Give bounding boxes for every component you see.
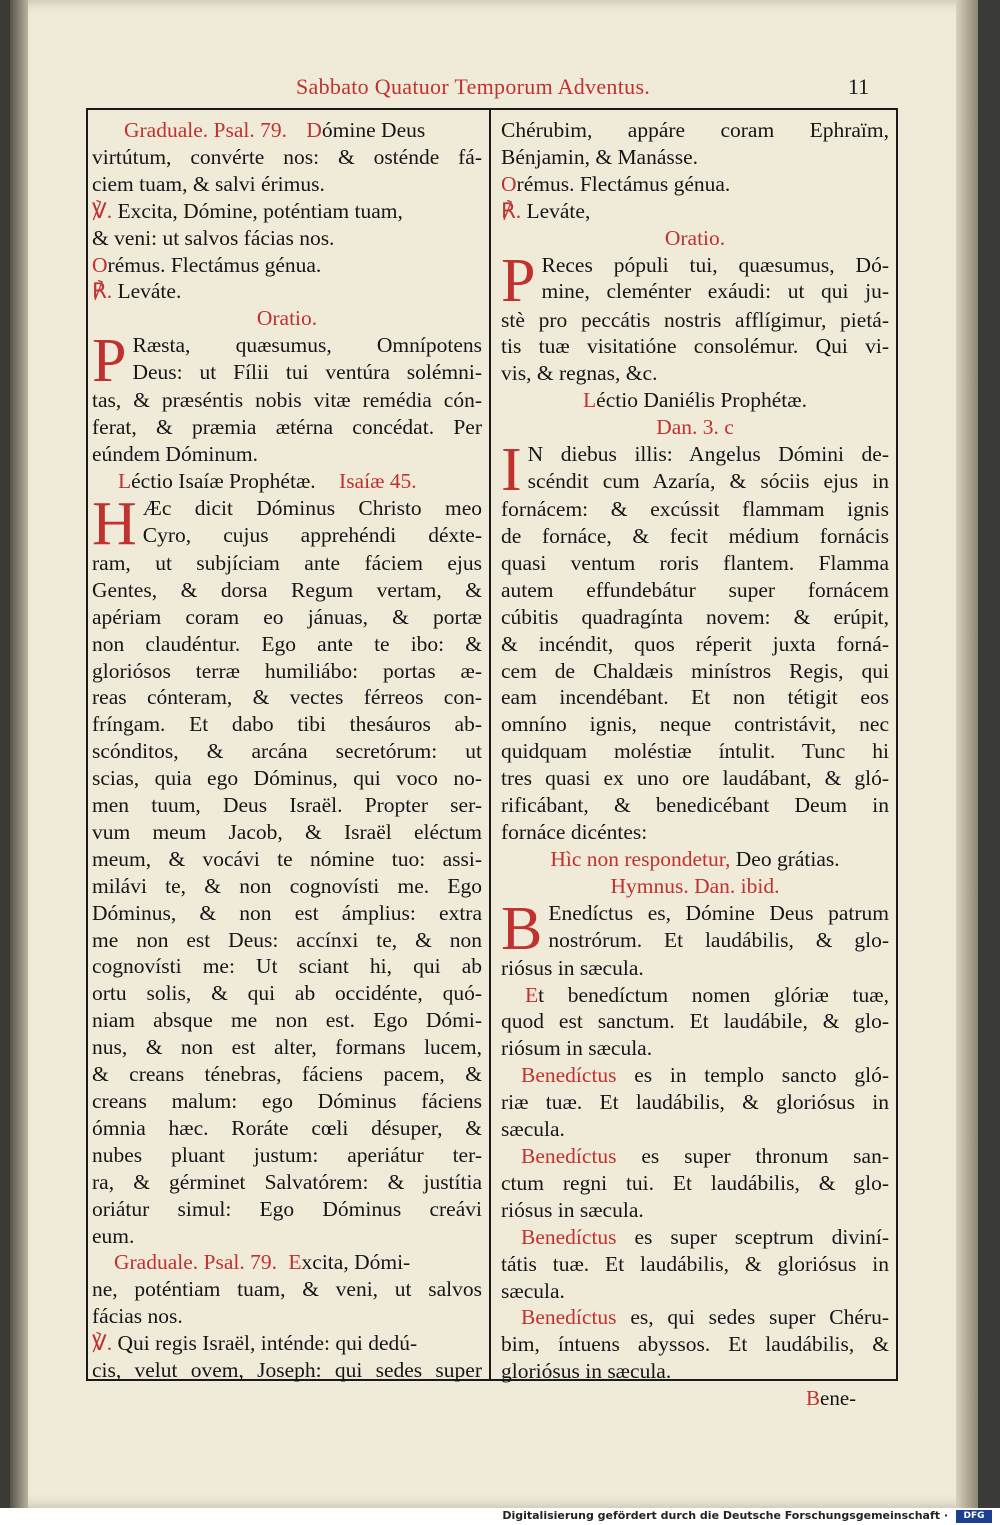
text-line: nubes pluant justum: aperiátur ter- [92, 1142, 482, 1167]
oratio-paragraph [92, 327, 482, 468]
text-line: reas cónteram, & vectes férreos con- [92, 685, 482, 710]
center-rule [489, 108, 491, 1380]
text-line: cognovísti me: Ut sciant hi, qui ab [92, 954, 482, 979]
response-icon: ℟. [92, 279, 113, 304]
hymnus-paragraph [501, 894, 889, 982]
text-line: eúndem Dóminum. [92, 442, 259, 467]
verse-line [501, 1062, 889, 1089]
text-line: men tuum, Deus Israël. Propter ser- [92, 793, 482, 818]
text-line: & creans ténebras, fáciens pacem, & [92, 1062, 482, 1087]
lectio-reference: Isaíæ 45. [339, 468, 417, 493]
text-line: autem effundebátur super fornácem [501, 577, 889, 602]
text-line: eam incendébant. Et non tétigit eos [501, 685, 889, 710]
right-column [501, 117, 889, 1385]
graduale-text: xcita, Dómi- [301, 1250, 411, 1275]
text-line: Cyro, cujus apprehéndi déxte- [142, 522, 482, 547]
text-line: fornáce dicéntes: [501, 819, 648, 844]
oratio-paragraph [501, 246, 889, 388]
catchword-text: ene- [820, 1386, 857, 1410]
text-line: ómnia hæc. Roráte cœli désuper, & [92, 1115, 482, 1140]
initial-o: O [92, 252, 108, 277]
text-line: nostrórum. Et laudábilis, & glo- [548, 927, 889, 952]
rubric-line [501, 846, 889, 873]
dfg-logo-icon: DFG [956, 1510, 992, 1523]
rubric-text: Hìc non respondetur, [550, 846, 731, 871]
drop-cap-p: P [501, 246, 536, 315]
verse-text: es in templo sancto gló- [616, 1063, 889, 1088]
initial-o: O [501, 171, 517, 196]
response-text: Leváte. [117, 279, 182, 304]
text-line: meum, & vocávi te nómine tuo: assi- [92, 846, 482, 871]
text-line: Æc dicit Dóminus Christo meo [142, 495, 482, 520]
text-line: ortu solis, & qui ab occidénte, quó- [92, 981, 482, 1006]
initial-d: D [306, 118, 322, 142]
oremus-text: rémus. Flectámus génua. [516, 171, 731, 196]
lectio-paragraph [92, 489, 482, 1250]
text-line: ra, & gérminet Salvatórem: & justítia [92, 1169, 482, 1194]
verse-line [501, 982, 889, 1009]
text-line: Enedíctus es, Dómine Deus patrum [548, 900, 889, 925]
graduale-label: Graduale. Psal. 79. [124, 118, 288, 142]
verse-text: es super sceptrum diviní- [616, 1224, 889, 1249]
text-line: scias, quia ego Dóminus, qui voco no- [92, 766, 482, 791]
oremus-line [92, 252, 482, 279]
text-line: eum. [92, 1223, 135, 1248]
lectio-paragraph [501, 436, 889, 846]
text-line: scónditos, & arcána secretórum: ut [92, 739, 482, 764]
graduale-heading [92, 117, 482, 144]
text-line: cem de Chaldæis minístros Regis, qui [501, 658, 889, 683]
text-line: N diebus illis: Angelus Dómini de- [527, 442, 889, 467]
text-line: niam absque me non est. Ego Dómi- [92, 1008, 482, 1033]
text-line: tas, & præséntis nobis vitæ remédia cón- [92, 388, 482, 413]
drop-cap-i: I [501, 436, 522, 505]
text-line: creans malum: ego Dóminus fáciens [92, 1089, 482, 1113]
response-line [92, 278, 482, 305]
verse-text: es super thronum san- [616, 1144, 889, 1168]
text-line: Chérubim, appáre coram Ephraïm, [501, 118, 889, 142]
text-line: fríngam. Et dabo tibi thesáuros ab- [92, 712, 482, 737]
text-line: cúbitis quadragínta novem: & erúpit, [501, 604, 889, 629]
left-rule [86, 108, 88, 1380]
text-line: non claudéntur. Ego ante te ibo: & [92, 631, 482, 656]
text-line: quasi ventum roris flantem. Flamma [501, 550, 889, 575]
text-line: cis, velut ovem, Joseph: qui sedes super [92, 1358, 482, 1383]
initial-e: E [288, 1250, 302, 1275]
initial-l: L [583, 388, 597, 413]
lectio-title: éctio Isaíæ Prophétæ. [131, 468, 316, 493]
versicle-line [92, 198, 482, 225]
text-line: Reces pópuli tui, quæsumus, Dó- [541, 252, 889, 277]
oratio-heading: Oratio. [664, 225, 726, 250]
text-line: ne, poténtiam tuam, & veni, ut salvos [92, 1277, 482, 1302]
initial-l: L [118, 468, 132, 493]
text-line: & incéndit, quos réperit juxta forná- [501, 631, 889, 656]
text-line: vis, & regnas, &c. [501, 361, 658, 386]
hymnus-heading: Hymnus. Dan. ibid. [610, 873, 780, 898]
text-line: Gentes, & dorsa Regum vertam, & [92, 577, 482, 602]
benedictus-label: Benedíctus [521, 1305, 617, 1330]
book-spine-shadow [10, 0, 28, 1508]
graduale-heading-2 [92, 1249, 482, 1276]
verse-line [501, 1224, 889, 1251]
graduale-text: ómine Deus [321, 118, 426, 142]
text-line: riæ tuæ. Et laudábilis, & gloriósus in [501, 1090, 889, 1115]
text-line: & veni: ut salvos fácias nos. [92, 225, 335, 250]
text-line: gloriósos terræ humiliábo: portas æ- [92, 658, 482, 683]
catchword-initial: B [806, 1386, 821, 1410]
benedictus-label: Benedíctus [521, 1224, 617, 1249]
versicle-text: Excita, Dómine, poténtiam tuam, [117, 198, 403, 223]
text-line: Bénjamin, & Manásse. [501, 144, 699, 169]
text-line: ciem tuam, & salvi érimus. [92, 171, 325, 196]
versicle-line [92, 1330, 482, 1357]
benedictus-label: Benedíctus [521, 1063, 617, 1088]
text-line: fácias nos. [92, 1304, 183, 1329]
verse-line [501, 1143, 889, 1170]
text-line: scéndit cum Azaría, & sóciis ejus in [527, 468, 889, 493]
top-rule [86, 108, 898, 110]
verse-line [501, 1304, 889, 1331]
text-line: Ræsta, quæsumus, Omnípotens [132, 333, 482, 358]
versicle-text: Qui regis Israël, inténde: qui dedú- [117, 1331, 418, 1356]
text-line: oriátur simul: Ego Dóminus creávi [92, 1196, 482, 1221]
text-line: nus, & non est alter, formans lucem, [92, 1035, 482, 1060]
text-line: Deus: ut Fílii tui ventúra solémni- [132, 360, 482, 385]
rubric-response: Deo grátias. [735, 846, 840, 871]
text-line: tres quasi ex uno ore laudábant, & gló- [501, 766, 889, 791]
text-line: quod est sanctum. Et laudábile, & glo- [501, 1009, 889, 1034]
text-line: ctum regni tui. Et laudábilis, & glo- [501, 1170, 889, 1195]
page-number: 11 [848, 74, 870, 99]
catchword [806, 1386, 856, 1411]
text-line: fornácem: & excússit flammam ignis [501, 497, 889, 522]
funding-notice: Digitalisierung gefördert durch die Deutsche Forschungsgemeinschaft · [502, 1509, 948, 1522]
text-line: riósus in sæcula. [501, 955, 644, 980]
verse-text: es, qui sedes super Chéru- [616, 1305, 889, 1330]
response-text: Leváte, [526, 198, 591, 223]
text-line: stè pro peccátis nostris afflígimur, pietá- [501, 307, 889, 332]
lectio-heading [501, 387, 889, 414]
versicle-icon: ℣. [92, 198, 113, 223]
text-line: sæcula. [501, 1278, 565, 1303]
oremus-line [501, 171, 889, 198]
text-line: virtútum, convérte nos: & osténde fá- [92, 144, 482, 169]
text-line: me non est Deus: accínxi te, & non [92, 927, 482, 952]
text-line: de fornáce, & fecit médium fornácis [501, 523, 889, 548]
response-icon: ℟. [501, 198, 522, 223]
benedictus-label: Benedíctus [521, 1144, 617, 1168]
text-line: tátis tuæ. Et laudábilis, & gloriósus in [501, 1251, 889, 1276]
drop-cap-p: P [92, 327, 127, 396]
text-line: rificábant, & benedicébant Deum in [501, 793, 889, 818]
initial-e: E [525, 982, 539, 1007]
text-line: milávi te, & non cognovísti me. Ego [92, 873, 482, 898]
versicle-icon: ℣. [92, 1331, 113, 1356]
lectio-title: éctio Daniélis Prophétæ. [596, 388, 807, 413]
text-line: riósum in sæcula. [501, 1036, 653, 1061]
text-line: tis tuæ visitatióne consolémur. Qui vi- [501, 334, 889, 359]
lectio-reference: Dan. 3. c [656, 415, 734, 440]
response-line [501, 198, 889, 225]
drop-cap-h: H [92, 489, 137, 558]
text-line: sæcula. [501, 1117, 565, 1142]
left-column [92, 117, 482, 1384]
graduale-label: Graduale. Psal. 79. [114, 1250, 278, 1275]
verse-text: t benedíctum nomen glóriæ tuæ, [538, 982, 889, 1007]
oratio-heading: Oratio. [256, 306, 318, 331]
text-line: omníno ignis, neque contristávit, nec [501, 712, 889, 737]
text-line: gloriósus in sæcula. [501, 1359, 672, 1384]
oremus-text: rémus. Flectámus génua. [107, 252, 322, 277]
text-line: mine, cleménter exáudi: ut qui ju- [541, 279, 889, 304]
text-line: apériam coram eo jánuas, & portæ [92, 604, 482, 629]
lectio-heading [92, 468, 482, 495]
running-head: Sabbato Quatuor Temporum Adventus. [296, 74, 651, 99]
text-line: vum meum Jacob, & Israël eléctum [92, 819, 482, 844]
text-line: Dóminus, & non est ámplius: extra [92, 900, 482, 925]
right-rule [896, 108, 898, 1380]
text-line: ram, ut subjíciam ante fáciem ejus [92, 550, 482, 575]
text-line: riósus in sæcula. [501, 1197, 644, 1222]
page-edge [956, 0, 978, 1508]
text-line: ferat, & præmia ætérna concédat. Per [92, 415, 482, 440]
text-line: bim, íntuens abyssos. Et laudábilis, & [501, 1332, 889, 1357]
drop-cap-b: B [501, 894, 543, 963]
text-line: quidquam moléstiæ íntulit. Tunc hi [501, 739, 889, 764]
